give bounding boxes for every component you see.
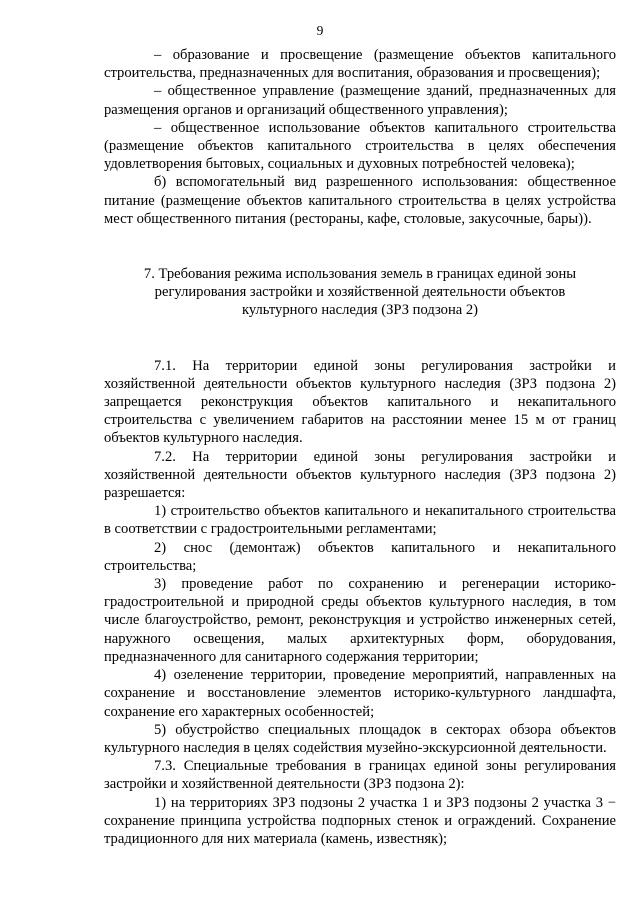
clause-7-1: 7.1. На территории единой зоны регулирования застройки и хозяйственной деятельности объектов культурного наследия (ЗРЗ подзона 2) запрещается реконструкция объектов капитального и некапитального строительства с увеличением габаритов на расстоянии менее 15 м от границ объектов культурного наследия.: [104, 357, 616, 447]
clause-7-3: 7.3. Специальные требования в границах единой зоны регулирования застройки и хозяйственной деятельности (ЗРЗ подзона 2):: [104, 758, 616, 793]
clause-7-2: 7.2. На территории единой зоны регулирования застройки и хозяйственной деятельности объектов культурного наследия (ЗРЗ подзона 2) разрешается:: [104, 448, 616, 502]
page-number: 9: [316, 23, 324, 38]
clause-7-2-item-5: 5) обустройство специальных площадок в секторах обзора объектов культурного наследия в целях содействия музейно-экскурсионной деятельности.: [104, 721, 616, 756]
section-heading: 7. Требования режима использования земель в границах единой зоны регулирования застройки и хозяйственной деятельности объектов культурного наследия (ЗРЗ подзона 2): [143, 266, 577, 319]
list-item-public-use: – общественное использование объектов капитального строительства (размещение объектов капитального строительства в целях обеспечения удовлетворения бытовых, социальных и духовных потребностей человека);: [104, 119, 616, 173]
document-body: [104, 46, 616, 848]
clause-7-3-item-1: 1) на территориях ЗРЗ подзоны 2 участка 1 и ЗРЗ подзоны 2 участка 3 − сохранение принципа устройства подпорных стенок и ограждений. Сохранение традиционного для них материала (камень, известняк);: [104, 794, 616, 847]
list-item-public-administration: – общественное управление (размещение зданий, предназначенных для размещения органов и организаций общественного управления);: [104, 83, 616, 118]
spacer: [104, 320, 616, 357]
clause-7-2-item-2: 2) снос (демонтаж) объектов капитального и некапитального строительства;: [104, 539, 616, 574]
clause-7-2-item-3: 3) проведение работ по сохранению и регенерации историко-градостроительной и природной среды объектов культурного наследия, в том числе благоустройство, ремонт, реконструкция и устройство инженерных сетей, наружного освещения, малых архитектурных форм, оборудования, предназначенного для санитарного содержания территории;: [104, 576, 616, 665]
spacer: [104, 228, 616, 265]
list-item-auxiliary-use: б) вспомогательный вид разрешенного использования: общественное питание (размещение объектов капитального строительства в целях устройства мест общественного питания (рестораны, кафе, столовые, закусочные, бары)).: [104, 174, 616, 227]
clause-7-2-item-1: 1) строительство объектов капитального и некапитального строительства в соответствии с градостроительными регламентами;: [104, 503, 616, 538]
list-item-education: – образование и просвещение (размещение объектов капитального строительства, предназначенных для воспитания, образования и просвещения);: [104, 47, 616, 82]
clause-7-2-item-4: 4) озеленение территории, проведение мероприятий, направленных на сохранение и восстановление элементов историко-культурного ландшафта, сохранение его характерных особенностей;: [104, 667, 616, 720]
